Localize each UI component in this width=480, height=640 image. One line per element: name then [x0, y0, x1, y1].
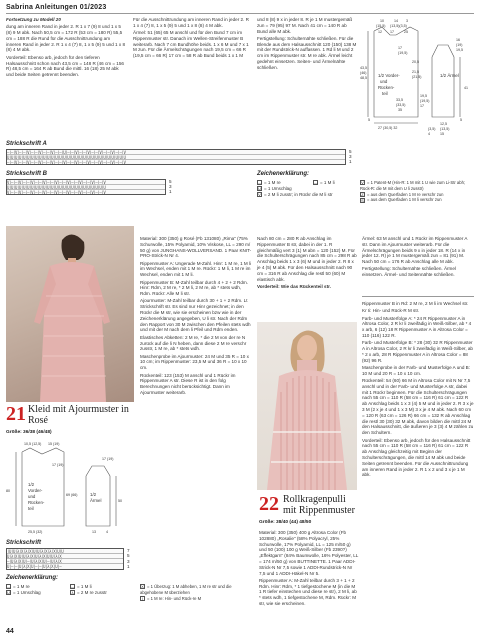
diag-label-part: Ärmel: [90, 498, 102, 503]
diag-label: 4: [428, 132, 430, 136]
diag-label: 3: [406, 19, 408, 23]
symbol-knit-both-icon: |: [141, 595, 144, 601]
strickschrift-bottom-rownums: [127, 548, 135, 570]
symbol-k2tog-icon: V: [258, 192, 261, 198]
diag-label: (19): [456, 43, 463, 47]
diag-label: 17 (19): [102, 457, 114, 461]
symbol-yarnover-icon: U: [258, 186, 261, 192]
legend-label: = 1 M re: [264, 180, 281, 185]
strickschrift-b-heading: Strickschrift B: [6, 171, 48, 177]
instruction-para: Vorderteil: Ebenso arb, jedoch für den Halsausschnitt nach 55 cm = 110 R (58 cm = 116 R) 61 cm = 122 R ab Anschlag gleichzeitig mit Beginn der Schulterschrägungen, die mittl 14 M abk und beide Seiten getrennt beenden. Für die Ausschnittrundung am inneren Rand in jeder 2. R 1 x 2 und 3 x je 1 M abk.: [362, 437, 471, 478]
legend-note: = aus dem Querfaden 1 M li verschr zun: [367, 197, 442, 203]
legend-top-purl: [313, 180, 353, 186]
top-col1-para: dung am inneren Rand in jeder 2. R 1 x 7 (9) 8 und 1 x 5 (8) 9 M abk. Nach 50,5 cm = 172 R (53 cm = 180 R) 55,5 cm = 188 R die Rund für die Ausschnittrundung am inneren Rand in jeder 2. R 1 x 4 (7) 8, 1 x 5 (9) 5 und 1 x 8 (8) 4 M abk.: [6, 24, 125, 53]
woman-in-pink-dress-image: [6, 226, 134, 402]
diag-label: 27 (30,5) 32: [378, 126, 398, 130]
row-number: 5: [127, 553, 130, 559]
row-number: 5: [349, 149, 352, 154]
legend-bottom-notes: [140, 584, 252, 601]
instruction-para: Material: 300 (350) g Rosé (Fb 131080) „Rima" (75% Schurwolle, 15% Polyamid, 10% Viskose, LL = 290 m/ 50 g) von JUNGHANS-WOLLVERSAND. 1 Paar KNIT-PRO-Strick-N Nr 4.: [140, 236, 252, 259]
model22-title: Rollkragenpulli mit Rippenmuster: [283, 494, 355, 516]
row-number: 7: [127, 548, 130, 553]
continuation-heading: Fortsetzung zu Modell 20: [6, 17, 61, 22]
diag-label-part: und: [28, 494, 36, 499]
diag-label-part: 1/2 Vorder-: [378, 73, 400, 78]
diag-label: 41: [464, 86, 468, 90]
legend-note: = aus dem Querfaden 1 M re verschr zun: [367, 191, 444, 197]
diag-label: 25,5 (32): [28, 530, 43, 534]
diag-label: (15,5): [376, 24, 386, 28]
diag-label-part: teil: [28, 506, 34, 511]
top-column-1: [6, 17, 126, 79]
diag-label: 35: [398, 108, 402, 112]
symbol-purl-icon: —: [314, 180, 318, 186]
diag-label: 80: [6, 489, 10, 493]
top-col3-para: Fertigstellung: Schulternähte schließen. Für die Blende aus dem Halsausschnitt 120 (150) 138 M mit der Rundstrick-N auffassen. 1 Rd li M und 2 cm im Rippenmuster str. M re abk. Ärmel leicht gedehnt einsetzen. Seiten- und Ärmelnähte schließen.: [257, 35, 357, 70]
chart-row: —|—|V|—|—|V|—|—|V|—|—|V|—|—|V|—|—|V|—|—|V|—|—|V|—|—|V|—|—|V: [7, 160, 126, 165]
strickschrift-a-heading: Strickschrift A: [6, 141, 47, 147]
legend-note: = 1 Überzug: 1 M abheben, 1 M re str und die abgehobene M überziehen: [140, 584, 232, 595]
instruction-para: Fertigstellung: Schulternähte schließen. Ärmel einsetzen. Ärmel- und Seitennähte schließen.: [362, 266, 456, 278]
diag-label: 69 (66): [66, 493, 78, 497]
legend-label: = 2 M li zusstr; in Rückr die M li str: [264, 192, 333, 197]
symbol-patent-icon: V: [361, 180, 364, 186]
diag-label: 43,5: [360, 66, 367, 70]
diag-label: 15: [440, 132, 444, 136]
instruction-para: Elastisches Abketten: 2 M re, * die 2 M von der re N zurück auf die li N heben, dann diese 2 M re verschr zusstr, 1 M re, ab * stets wdh.: [140, 334, 247, 352]
model21-title: Kleid mit Ajourmuster in Rosé: [28, 404, 129, 426]
diag-label: (19,5): [398, 51, 408, 55]
model21-number: 21: [6, 403, 26, 425]
row-number: 5: [169, 179, 172, 184]
legend-label: = 1 M re: [13, 584, 30, 589]
instruction-para: Maschenprobe in der Farb- und Musterfolge A und B: 10 M und 20 R = 10 x 10 cm.: [362, 364, 471, 376]
instruction-para: Rückenteil: 123 (153) M anschl und 1 Rückr im Rippenmuster A str. Diese R ist in den folg Berechnungen nicht berücksichtigt. Dann im Ajourmuster weiterarb.: [140, 372, 236, 395]
diag-label: 17: [398, 46, 402, 50]
top-column-3: [257, 17, 357, 72]
instruction-para: Rückenteil: 54 (60) 66 M in Altrosa Color mit N Nr 7,5 anschl und in der Farb- und Musterfolge A str, dabei mit 1 Rückr beginnen. Für die Schulterschrägungen nach 55 cm = 110 R (58 cm = 116 R) 61 cm = 122 R ab Anschlag beids 1 x 3 (4) 5 M und in jeder 2. R 3 x je 3 M (2 x je 4 und 1 x 3 M) 3 x je 4 M abk. Nach 60 cm = 120 R (63 cm = 126 R) 66 cm = 132 R ab Anschlag die restl 30 (30) 32 M abk, davon bilden die mittl 24 M den Halsausschnitt, die äußeren je 3 (3) 4 M zählen zu den Schultern.: [362, 378, 474, 436]
chart-row: V|—|—|V|—|—|V|—|—|V|—|—|V|—|—|V|—|—|V|—|—|V|—|—|V: [7, 180, 165, 185]
instruction-para: Material: 300 (350) 400 g Altrosa Color (Fb 102880) „Rosalie" (58% Polyacryl, 25% Schurwolle, 17% Polyamid, LL = 125 m/50 g) und 50 (100) 100 g Weiß-Silber (Fb 2390?) „Effektgarn" (84% Baumwolle, 16% Polyester, LL = 174 m/50 g) von BUTTINETTE. 1 Paar ADDI-Strick-N Nr 7,5 sowie 1 ADDI-Rundstrick-N Nr 7,5 und 1 ADDI-Häkel-N Nr 5.: [259, 530, 359, 576]
strickschrift-b-rownums: [169, 179, 177, 194]
diag-label: (13,5): [440, 127, 450, 131]
symbol-ssk-icon: X: [141, 584, 144, 590]
instruction-para: Rippenmuster A: M-Zahl teilbar durch 3 + 1 + 2 Rdm. Hinr: Rdm, * 1 tiefgestochene M (in die M 1 R tiefer einstechen und diese re str), 2 M li, ab * stets wdh, 1 tiefgestochene M, Rdm. Rückr: M str, wie sie erscheinen.: [259, 577, 357, 607]
top-col3-para: und 8 (8) 9 x in jeder 8. R je 1 M mustergemäß zun = 79 (95) 97 M. Nach 41 cm = 140 R ab Bund alle M abk.: [257, 17, 353, 34]
diag-label: 50: [118, 499, 122, 503]
diag-label: 17: [390, 30, 394, 34]
row-number: 1: [169, 189, 172, 194]
top-column-2: [133, 17, 251, 61]
chart-row: U|λ|X|U|U|λ|X|U|λ|X|U|U|λ|X: [7, 554, 123, 559]
instruction-para: Nach 80 cm = 280 R ab Anschlag im Rippenmuster B str, dabei in der 1. R gleichmäßig vert 3 (1) M abn = 120 (152) M. Für die Schulterschrägungen nach 85 cm = 298 R ab Anschlag beids 1 x 3 (6) M und in jeder 2. R 8 x je 4 (5) M abk. Für den Halsausschnitt nach 90 cm = 316 R ab Anschlag die restl 50 (60) M elastisch abk.: [257, 236, 357, 282]
diag-label: 10: [380, 19, 384, 23]
diag-label-part: Rücken-: [28, 500, 45, 505]
legend-note: = 1 Patent-M (Hin-R: 1 M mit 1 U wie zum Li-Str abh; Rück-R: die M mit dem U li zusstr): [360, 180, 466, 191]
instruction-para: Ärmel: 63 M anschl und 1 Rückr im Rippenmuster A str. Dann im Ajourmuster weiterarb. Für die Ärmelschrägungen beids 9 x in jeder 18. R (14 x in jeder 12. R) je 1 M mustergemäß zun = 81 (91) M. Nach 50 cm = 176 R ab Anschlag alle M abk.: [362, 236, 468, 265]
diag-label-part: teil: [382, 91, 388, 96]
symbol-increase-purl-icon: S: [361, 197, 364, 203]
diag-label: 21,5: [412, 70, 419, 74]
row-number: 3: [127, 558, 130, 564]
diag-label: (33,5): [396, 103, 406, 107]
instruction-para: Rippenmuster A: Ungerade M-Zahl. Hinr: 1 M re, 1 M li im Wechsel, enden mit 1 M re. Rückr: 1 M li, 1 M re im Wechsel, enden mit 1 M li.: [140, 260, 252, 278]
diag-label: 1/2 Ärmel: [440, 73, 459, 78]
model22-number: 22: [259, 493, 279, 515]
diag-label: (3,5): [428, 127, 436, 131]
top-col2-para: Für die Ausschnittrundung am inneren Rand in jeder 2. R 1 x 4 (7) 8, 1 x 5 (9) 5 und 1 x 8 (8) 4 M abk.: [133, 17, 249, 28]
instruction-para: Maschenprobe im Ajourmuster: 24 M und 35 R = 10 x 10 cm; im Rippenmuster: 23,5 M und 36 R = 10 x 10 cm.: [140, 353, 249, 371]
row-number: 3: [349, 154, 352, 159]
chart-row: —|U|λ|X|U|—|U|λ|X|U|—|U|λ|X: [7, 559, 123, 564]
diag-label: 12,5: [440, 122, 447, 126]
diag-label-part: Vorder-: [28, 488, 43, 493]
symbol-knit-icon: —: [258, 180, 262, 186]
model21-size: Größe: 36/38 (46/48): [6, 430, 52, 435]
diag-label: 4: [106, 530, 108, 534]
legend-note: = 1 M re: Hin- und Rück-re M: [147, 595, 202, 601]
strickschrift-b-chart: [6, 179, 166, 195]
instruction-para: Rippenmuster B in Rd: 2 M re, 2 M li im Wechsel str.: [362, 301, 469, 306]
diag-label: 25: [404, 30, 408, 34]
diag-label: 13: [92, 530, 96, 534]
legend-bottom-heading: Zeichenerklärung:: [6, 575, 59, 581]
diag-label-part: und: [380, 79, 388, 84]
diag-label-part: 1/2: [28, 482, 35, 487]
legend-label: = 1 M li: [77, 584, 92, 589]
header-divider: [6, 13, 474, 14]
diag-label: 5: [368, 118, 370, 122]
model21-photo: [6, 226, 134, 402]
model21-instructions-col2: [257, 236, 357, 291]
top-col2-para: Ärmel: 51 (65) 65 M anschl und für den Bund 7 cm im Rippenmuster str. Danach im Wellen-Streifenmuster B weiterarb. Nach 7 cm Bundhöhe beids. 1 x 6 M und 7 x 1 M zun. Für die Ärmelschrägungen nach 19,5 cm = 66 R (19,5 cm = 66 R) 17 cm = 58 R ab Bund beids 1 x 1 M: [133, 30, 249, 59]
legend-label: = 2 M re zusstr: [77, 590, 107, 595]
diag-label: 16: [456, 38, 460, 42]
instruction-para: Vorderteil: Wie das Rückenteil str.: [257, 283, 331, 289]
diag-label: 10,5 (12,5): [24, 442, 42, 446]
row-number: 1: [127, 564, 130, 570]
diag-label: (13,5)(3,5): [390, 24, 407, 28]
model22-photo: [257, 322, 357, 490]
diag-label: 19,5: [420, 94, 427, 98]
strickschrift-a-rownums: [349, 149, 357, 164]
top-col1-para: Vorderteil: Ebenso arb, jedoch für den tieferen Halsausschnitt schon nach 43,5 cm = 148 R (46 cm = 156 R) 48,5 cm = 164 R ab Bund die mittl. 16 (18) 25 M abk und beide Seiten getrennt beenden.: [6, 54, 124, 78]
instruction-para: Farb- und Musterfolge A: * 24 R Rippenmuster A in Altrosa Color, 2 R kr li zweifädig in Weiß-Silber, ab * 4 x arb, 6 (12) 18 R Rippenmuster A in Altrosa Color = 110 (116) 122 R.: [362, 315, 472, 338]
diag-label-part: 1/2: [90, 492, 97, 497]
legend-top-heading: Zeichenerklärung:: [257, 171, 310, 177]
page-header-title: Sabrina Anleitungen 01/2023: [6, 4, 107, 11]
diag-label: 19,5: [456, 48, 463, 52]
schematic-diagram-model21: [6, 440, 134, 536]
instruction-para: Rippenmuster B: M-Zahl teilbar durch 4 + 2 + 2 Rdm. Hinr: Rdm, 2 M re, * 2 M li, 2 M re, ab * stets wdh, Rdm. Rückr: Alle M li str.: [140, 279, 249, 297]
diag-label: 14: [394, 19, 398, 23]
strickschrift-bottom-chart: [6, 548, 124, 570]
diag-label: 5: [460, 118, 462, 122]
symbol-knit-icon: —: [7, 584, 11, 590]
diag-label: 15 (19): [48, 442, 60, 446]
model21-instructions-col1: [140, 236, 252, 397]
instruction-para: Ajourmuster: M-Zahl teilbar durch 30 + 1 + 2 Rdm. Lt Strickschrift str. Es sind nur Hinr gezeichnet; in den Rückr die M str, wie sie erscheinen bzw wie in der Zeichenerklärung angegeben, U li str. Nach der Rdm den Rapport von 30 M zwischen den Pfeilen stets wdh und mit der M nach dem li Pfeil und Rdm enden.: [140, 298, 251, 333]
strickschrift-bottom-heading: Strickschrift: [6, 540, 42, 546]
chart-row: —|—|V|—|—|V|—|—|V|—|—|V|—|—|U|—|—|V|—|—|V|—|—|V|—|—|V|—|—|V: [7, 150, 345, 155]
legend-bottom-col1: [6, 584, 66, 596]
chart-row: U|—|—|U|λ|X|U|—|—|U|λ|X|U|—: [7, 564, 62, 569]
diag-label: 17 (19): [52, 463, 64, 467]
diag-label: 20,5: [412, 60, 419, 64]
legend-label: = 1 M li: [320, 180, 335, 185]
symbol-k2tog-icon: λ: [71, 590, 74, 596]
right-column-divider: [362, 296, 474, 297]
instruction-para: Farb- und Musterfolge B: * 28 (30) 32 R Rippenmuster A in Altrosa Color, 2 R kr li zweifädig in Weiß-Silber, ab * 2 x arb, 28 R Rippenmuster A in Altrosa Color = 88 (92) 96 R.: [362, 340, 473, 363]
page-number: 44: [6, 628, 14, 635]
diag-label-part: Rücken-: [378, 85, 395, 90]
strickschrift-a-chart: [6, 149, 346, 165]
diag-label: 12: [378, 30, 382, 34]
diag-label: 33,5: [396, 98, 403, 102]
legend-label: = 1 Umschlag: [264, 186, 292, 191]
symbol-yarnover-icon: U: [7, 590, 10, 596]
chart-row: U|U|U|U|U|U|U|U|U|U|U|U|U|U|U|U|U|U|U|U|U|U|U|U|U|U|U|U|U|U: [7, 155, 345, 160]
model22-size: Größe: 38/40 (44) 48/50: [259, 520, 312, 525]
chart-row: |U|U|λ|X|λ|X|U|U|λ|X|λ|X|U|U: [7, 549, 123, 554]
diag-label: (21,5): [412, 75, 422, 79]
instruction-para: Kr Ii: Hin- und Rück-R M str.: [362, 308, 420, 314]
legend-top-notes: [360, 180, 476, 203]
model22-instructions: [362, 301, 474, 480]
chart-row: V|—|—|V|—|—|V|—|—|V|—|—|V|—|—|V|—|—|V|—|—|V|—|—|V: [7, 190, 106, 195]
woman-in-ribbed-turtleneck-image: [257, 322, 357, 490]
diag-label: (19,5): [420, 99, 430, 103]
model21-instructions-col3: [362, 236, 474, 280]
row-number: 3: [169, 184, 172, 189]
legend-label: = 1 Umschlag: [13, 590, 41, 595]
chart-row: U|U|U|U|U|U|U|U|U|U|U|U|U|U|U|U|U|U|U|U|U|U|U|U|U: [7, 185, 165, 190]
model22-material: [259, 530, 359, 608]
symbol-purl-icon: —: [71, 584, 75, 590]
row-number: 1: [349, 159, 352, 164]
diag-label: (46): [360, 71, 367, 75]
legend-bottom-col2: [70, 584, 136, 596]
diag-label: 48,5: [360, 76, 367, 80]
diag-label: 17: [420, 104, 424, 108]
schematic-diagram-model20: [360, 17, 476, 145]
symbol-increase-knit-icon: Z: [361, 191, 364, 197]
